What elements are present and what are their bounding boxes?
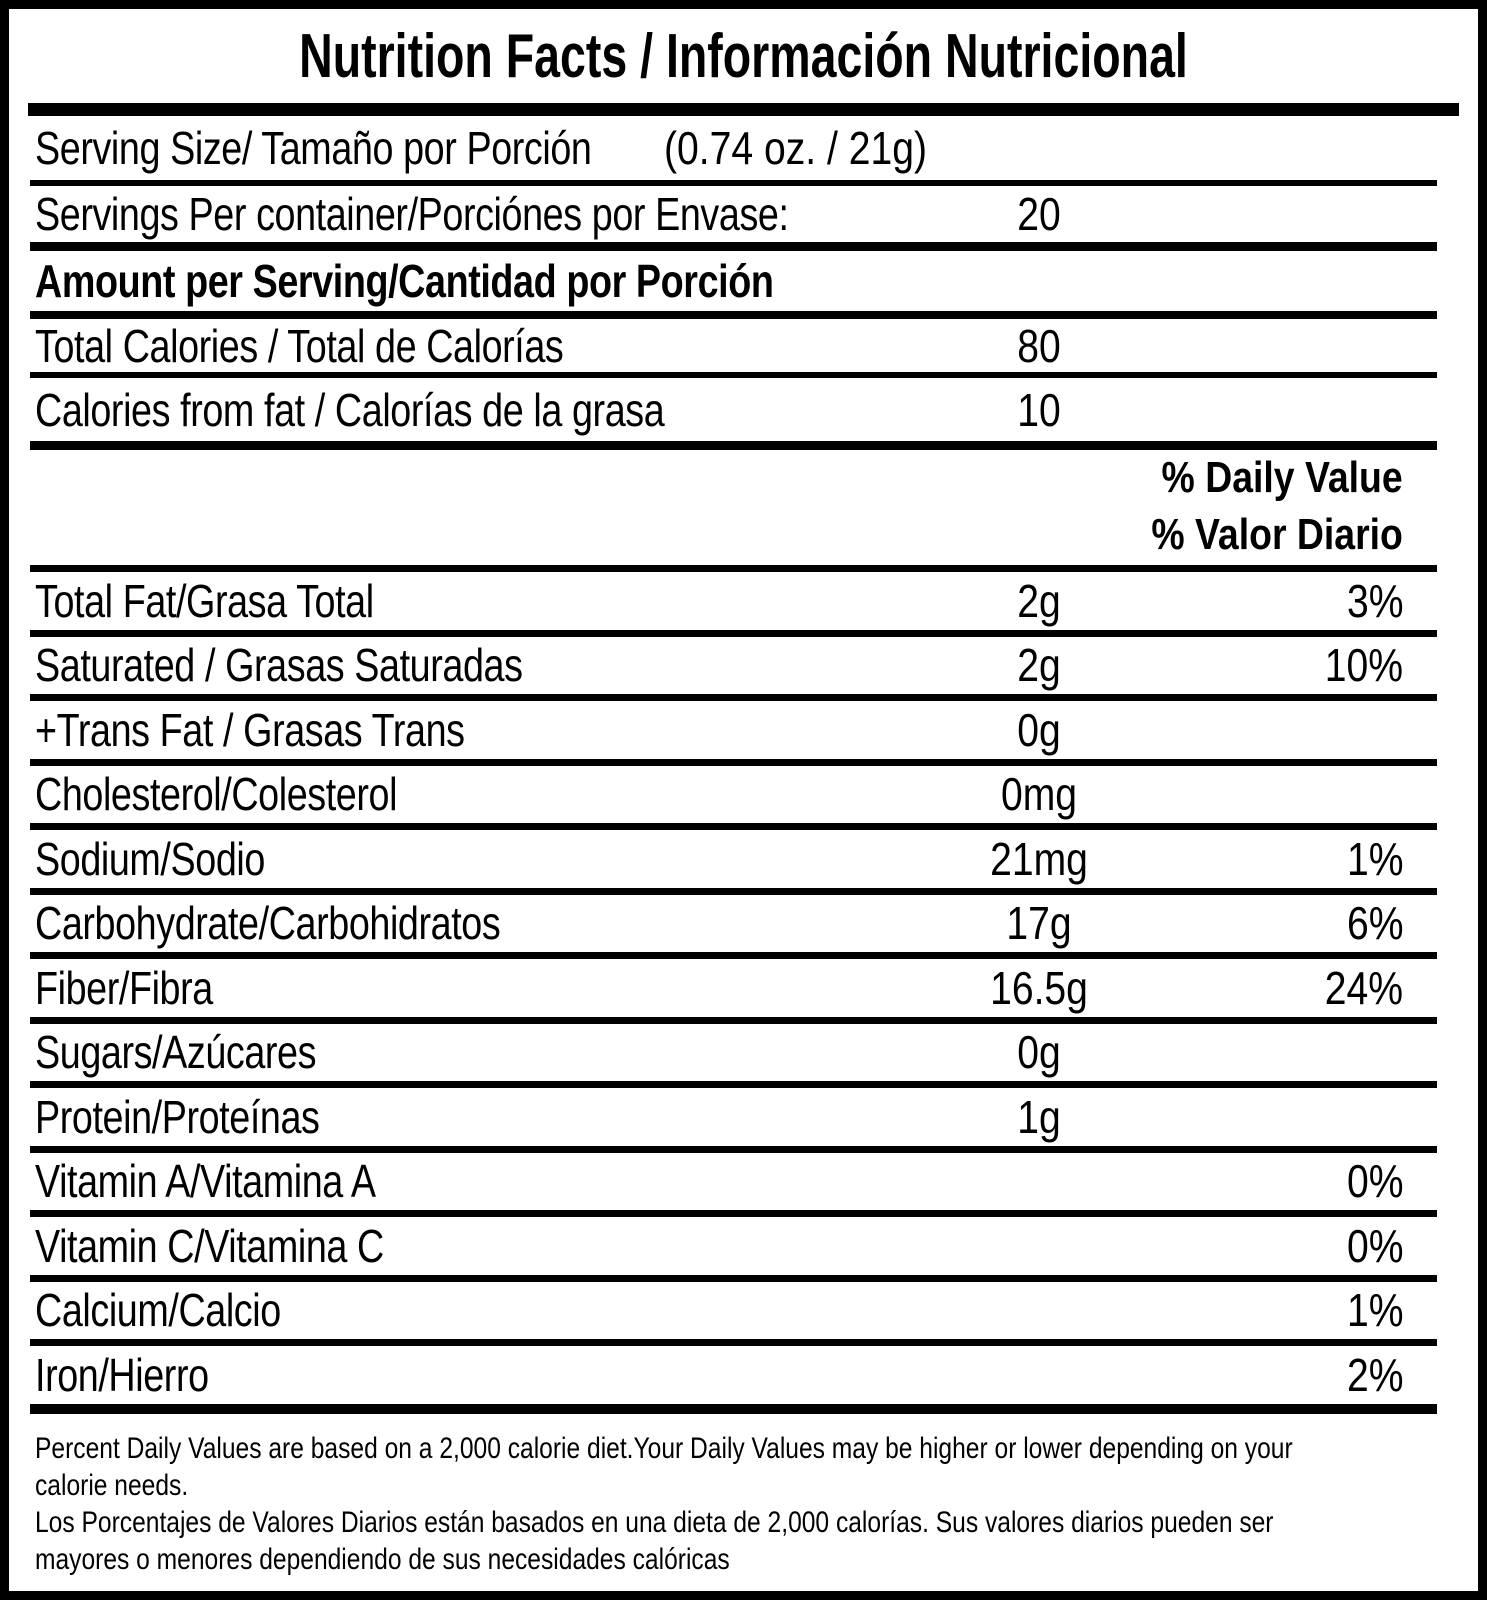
nutrient-label: Iron/Hierro (35, 1348, 209, 1401)
nutrient-label: Vitamin A/Vitamina A (35, 1155, 376, 1208)
divider (30, 823, 1437, 830)
nutrient-label: Sugars/Azúcares (35, 1026, 317, 1079)
nutrient-percent: 24% (1324, 961, 1403, 1014)
calories-from-fat-value: 10 (1017, 383, 1061, 436)
nutrient-row-saturated-fat (9, 637, 1478, 695)
nutrient-label: Sodium/Sodio (35, 832, 265, 885)
serving-size-value: (0.74 oz. / 21g) (664, 122, 927, 174)
nutrient-percent: 0% (1346, 1155, 1403, 1208)
nutrient-label: Vitamin C/Vitamina C (35, 1219, 384, 1272)
nutrient-percent: 1% (1346, 832, 1403, 885)
divider (30, 441, 1437, 450)
servings-per-container-label: Servings Per container/Porciónes por Envase: (35, 188, 789, 240)
nutrient-amount: 0mg (1000, 768, 1078, 821)
nutrient-label: +Trans Fat / Grasas Trans (35, 703, 465, 756)
nutrient-amount: 1g (1017, 1090, 1061, 1143)
footnote-es-line2: mayores o menores dependiendo de sus necesidades calóricas (35, 1542, 730, 1576)
nutrient-row-total-fat (9, 572, 1478, 630)
nutrient-amount: 2g (1017, 639, 1061, 692)
divider (30, 694, 1437, 701)
divider (30, 1275, 1437, 1282)
footer-separator (30, 1404, 1437, 1414)
serving-size-row (9, 116, 1478, 180)
servings-per-container-row (9, 186, 1478, 242)
nutrient-label: Total Fat/Grasa Total (35, 574, 374, 627)
daily-value-header-es: % Valor Diario (1151, 510, 1403, 559)
amount-per-serving-header-row (9, 251, 1478, 311)
nutrient-row-cholesterol (9, 766, 1478, 824)
servings-per-container-value: 20 (1017, 188, 1061, 240)
nutrient-row-fiber (9, 959, 1478, 1017)
nutrient-percent: 1% (1346, 1284, 1403, 1337)
daily-value-header-en: % Daily Value (1161, 452, 1403, 502)
divider (30, 630, 1437, 637)
nutrient-percent: 3% (1346, 574, 1403, 627)
nutrient-amount: 0g (1017, 703, 1061, 756)
daily-value-header-es-row (9, 505, 1478, 565)
divider (30, 759, 1437, 766)
nutrient-amount: 0g (1017, 1026, 1061, 1079)
divider (30, 1339, 1437, 1346)
divider (30, 242, 1437, 251)
nutrient-label: Saturated / Grasas Saturadas (35, 639, 523, 692)
nutrient-amount: 2g (1017, 574, 1061, 627)
footnote-es-line1: Los Porcentajes de Valores Diarios están basados en una dieta de 2,000 calorías. Sus valores diarios pueden ser (35, 1505, 1274, 1539)
serving-size-label: Serving Size/ Tamaño por Porción (35, 122, 592, 174)
divider (30, 1210, 1437, 1217)
calories-from-fat-row (9, 378, 1478, 441)
nutrient-amount: 21mg (990, 832, 1088, 885)
nutrient-label: Carbohydrate/Carbohidratos (35, 897, 501, 950)
nutrient-amount: 17g (1006, 897, 1072, 950)
footnote (9, 1414, 1478, 1591)
nutrient-row-calcium (9, 1282, 1478, 1340)
nutrient-row-vitamin-c (9, 1217, 1478, 1275)
divider (30, 952, 1437, 959)
divider (30, 1017, 1437, 1024)
label-title: Nutrition Facts / Información Nutricional (299, 21, 1188, 91)
nutrient-row-vitamin-a (9, 1153, 1478, 1211)
nutrient-percent: 0% (1346, 1219, 1403, 1272)
daily-value-header-en-row (9, 450, 1478, 505)
nutrient-row-protein (9, 1088, 1478, 1146)
title-band (9, 9, 1478, 103)
amount-per-serving-header: Amount per Serving/Cantidad por Porción (35, 255, 774, 307)
divider (30, 565, 1437, 572)
total-calories-row (9, 319, 1478, 372)
footnote-en-line2: calorie needs. (35, 1468, 189, 1502)
nutrient-row-carbohydrate (9, 895, 1478, 953)
nutrient-row-sugars (9, 1024, 1478, 1082)
nutrient-label: Protein/Proteínas (35, 1090, 320, 1143)
nutrient-label: Fiber/Fibra (35, 961, 213, 1014)
nutrient-label: Cholesterol/Colesterol (35, 768, 398, 821)
calories-from-fat-label: Calories from fat / Calorías de la grasa (35, 383, 665, 436)
nutrient-amount: 16.5g (990, 961, 1088, 1014)
nutrient-percent: 10% (1324, 639, 1403, 692)
total-calories-value: 80 (1017, 319, 1061, 372)
nutrient-label: Calcium/Calcio (35, 1284, 281, 1337)
nutrient-percent: 2% (1346, 1348, 1403, 1401)
divider (30, 1146, 1437, 1153)
nutrient-row-iron (9, 1346, 1478, 1404)
footnote-en-line1: Percent Daily Values are based on a 2,000 calorie diet.Your Daily Values may be higher or lower depending on your (35, 1431, 1293, 1465)
title-separator-bar (28, 103, 1459, 116)
divider (30, 888, 1437, 895)
divider (30, 1081, 1437, 1088)
nutrient-row-trans-fat (9, 701, 1478, 759)
nutrient-row-sodium (9, 830, 1478, 888)
total-calories-label: Total Calories / Total de Calorías (35, 319, 564, 372)
nutrient-percent: 6% (1346, 897, 1403, 950)
